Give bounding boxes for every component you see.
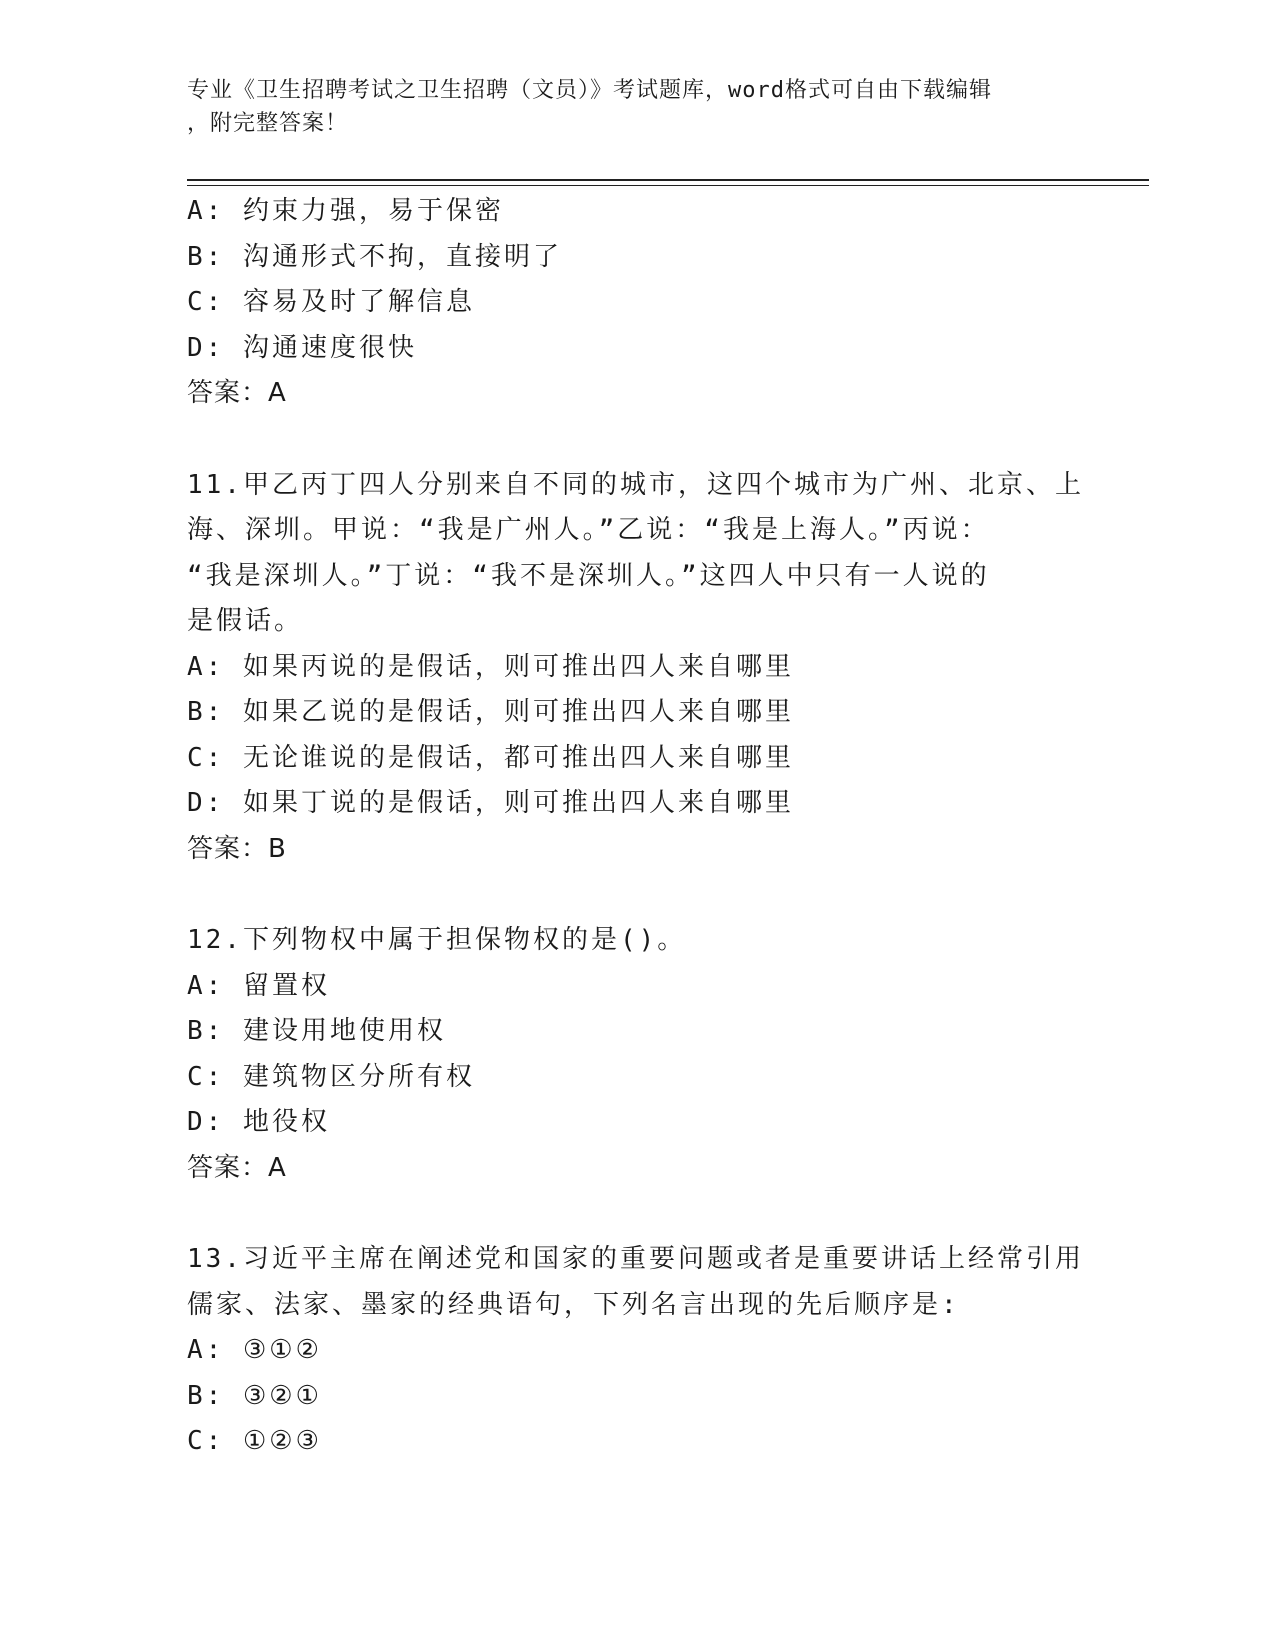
- question-text-line: 13.习近平主席在阐述党和国家的重要问题或者是重要讲话上经常引用: [187, 1244, 1084, 1274]
- option-a: A: ③①②: [187, 1335, 322, 1365]
- question-list: [187, 189, 1087, 1511]
- question-10: [187, 189, 1087, 417]
- option-c: C: 建筑物区分所有权: [187, 1061, 475, 1092]
- option-a: A: 如果丙说的是假话，则可推出四人来自哪里: [187, 651, 794, 682]
- option-d: D: 沟通速度很快: [187, 332, 417, 363]
- option-b: B: 沟通形式不拘，直接明了: [187, 241, 562, 272]
- header-rule-thin: [187, 185, 1149, 186]
- option-d: D: 地役权: [187, 1107, 330, 1137]
- header-line-2: ，附完整答案！: [187, 111, 349, 136]
- header-rule-thick: [187, 179, 1149, 181]
- answer-line: 答案：A: [187, 378, 287, 408]
- answer-line: 答案：A: [187, 1152, 287, 1183]
- option-c: C: ①②③: [187, 1426, 322, 1456]
- page-header: [187, 74, 1067, 140]
- option-b: B: ③②①: [187, 1380, 322, 1411]
- question-text-line: 是假话。: [187, 606, 304, 636]
- question-text-line: 儒家、法家、墨家的经典语句，下列名言出现的先后顺序是:: [187, 1289, 960, 1320]
- option-b: B: 如果乙说的是假话，则可推出四人来自哪里: [187, 697, 794, 727]
- option-c: C: 容易及时了解信息: [187, 287, 475, 317]
- option-a: A: 留置权: [187, 970, 330, 1001]
- question-13: [187, 1237, 1087, 1465]
- question-text-line: “我是深圳人。”丁说：“我不是深圳人。”这四人中只有一人说的: [187, 560, 990, 591]
- question-text-line: 海、深圳。甲说：“我是广州人。”乙说：“我是上海人。”丙说：: [187, 515, 990, 545]
- question-text-line: 12.下列物权中属于担保物权的是()。: [187, 925, 687, 955]
- header-line-1: 专业《卫生招聘考试之卫生招聘（文员）》考试题库，word格式可自由下载编辑: [187, 78, 992, 103]
- option-a: A: 约束力强，易于保密: [187, 196, 504, 226]
- option-c: C: 无论谁说的是假话，都可推出四人来自哪里: [187, 742, 794, 773]
- option-b: B: 建设用地使用权: [187, 1016, 446, 1046]
- question-text-line: 11.甲乙丙丁四人分别来自不同的城市，这四个城市为广州、北京、上: [187, 469, 1084, 500]
- question-11: [187, 463, 1087, 873]
- answer-line: 答案：B: [187, 833, 287, 864]
- option-d: D: 如果丁说的是假话，则可推出四人来自哪里: [187, 788, 794, 818]
- question-12: [187, 918, 1087, 1191]
